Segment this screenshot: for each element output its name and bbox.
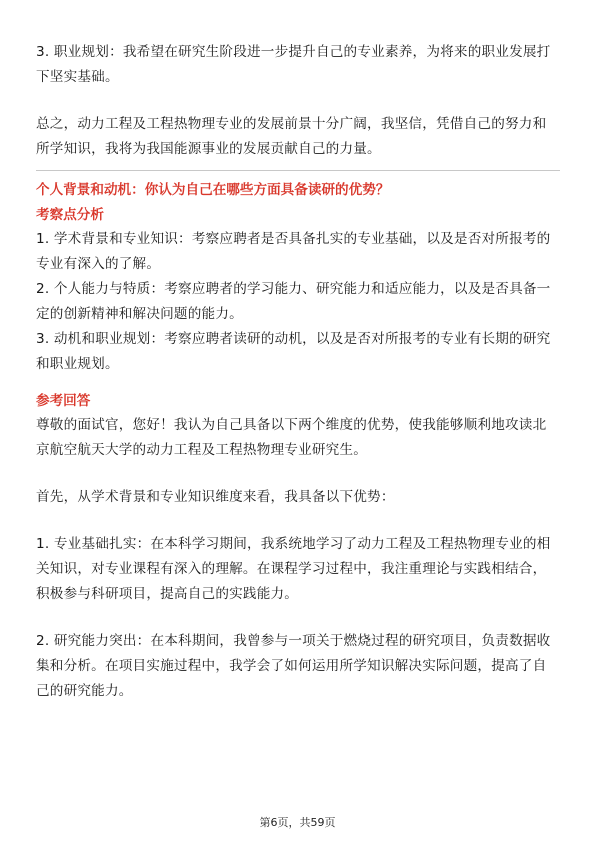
- analysis-item-3: 3. 动机和职业规划：考察应聘者读研的动机，以及是否对所报考的专业有长期的研究和职业规划。: [36, 331, 551, 372]
- page-number-footer: 第6页，共59页: [259, 816, 336, 829]
- question-title: 个人背景和动机：你认为自己在哪些方面具备读研的优势？: [36, 182, 390, 198]
- analysis-heading: 考察点分析: [36, 207, 104, 223]
- document-page: [36, 40, 560, 704]
- section-divider: [36, 170, 560, 171]
- answer-point-1: 1. 专业基础扎实：在本科学习期间，我系统地学习了动力工程及工程热物理专业的相关知识，对专业课程有深入的理解。在课程学习过程中，我注重理论与实践相结合，积极参与科研项目，提高自己的实践能力。: [36, 536, 551, 602]
- answer-greeting: 尊敬的面试官，您好！我认为自己具备以下两个维度的优势，使我能够顺利地攻读北京航空航天大学的动力工程及工程热物理专业研究生。: [36, 417, 547, 458]
- analysis-item-2: 2. 个人能力与特质：考察应聘者的学习能力、研究能力和适应能力，以及是否具备一定的创新精神和解决问题的能力。: [36, 281, 551, 322]
- analysis-item-1: 1. 学术背景和专业知识：考察应聘者是否具备扎实的专业基础，以及是否对所报考的专业有深入的了解。: [36, 231, 551, 272]
- paragraph-career-plan: 3. 职业规划：我希望在研究生阶段进一步提升自己的专业素养，为将来的职业发展打下坚实基础。: [36, 44, 551, 85]
- paragraph-conclusion: 总之，动力工程及工程热物理专业的发展前景十分广阔，我坚信，凭借自己的努力和所学知识，我将为我国能源事业的发展贡献自己的力量。: [36, 116, 547, 157]
- answer-point-2: 2. 研究能力突出：在本科期间，我曾参与一项关于燃烧过程的研究项目，负责数据收集和分析。在项目实施过程中，我学会了如何运用所学知识解决实际问题，提高了自己的研究能力。: [36, 633, 551, 699]
- answer-first-dimension: 首先，从学术背景和专业知识维度来看，我具备以下优势：: [36, 489, 395, 505]
- answer-heading: 参考回答: [36, 393, 91, 409]
